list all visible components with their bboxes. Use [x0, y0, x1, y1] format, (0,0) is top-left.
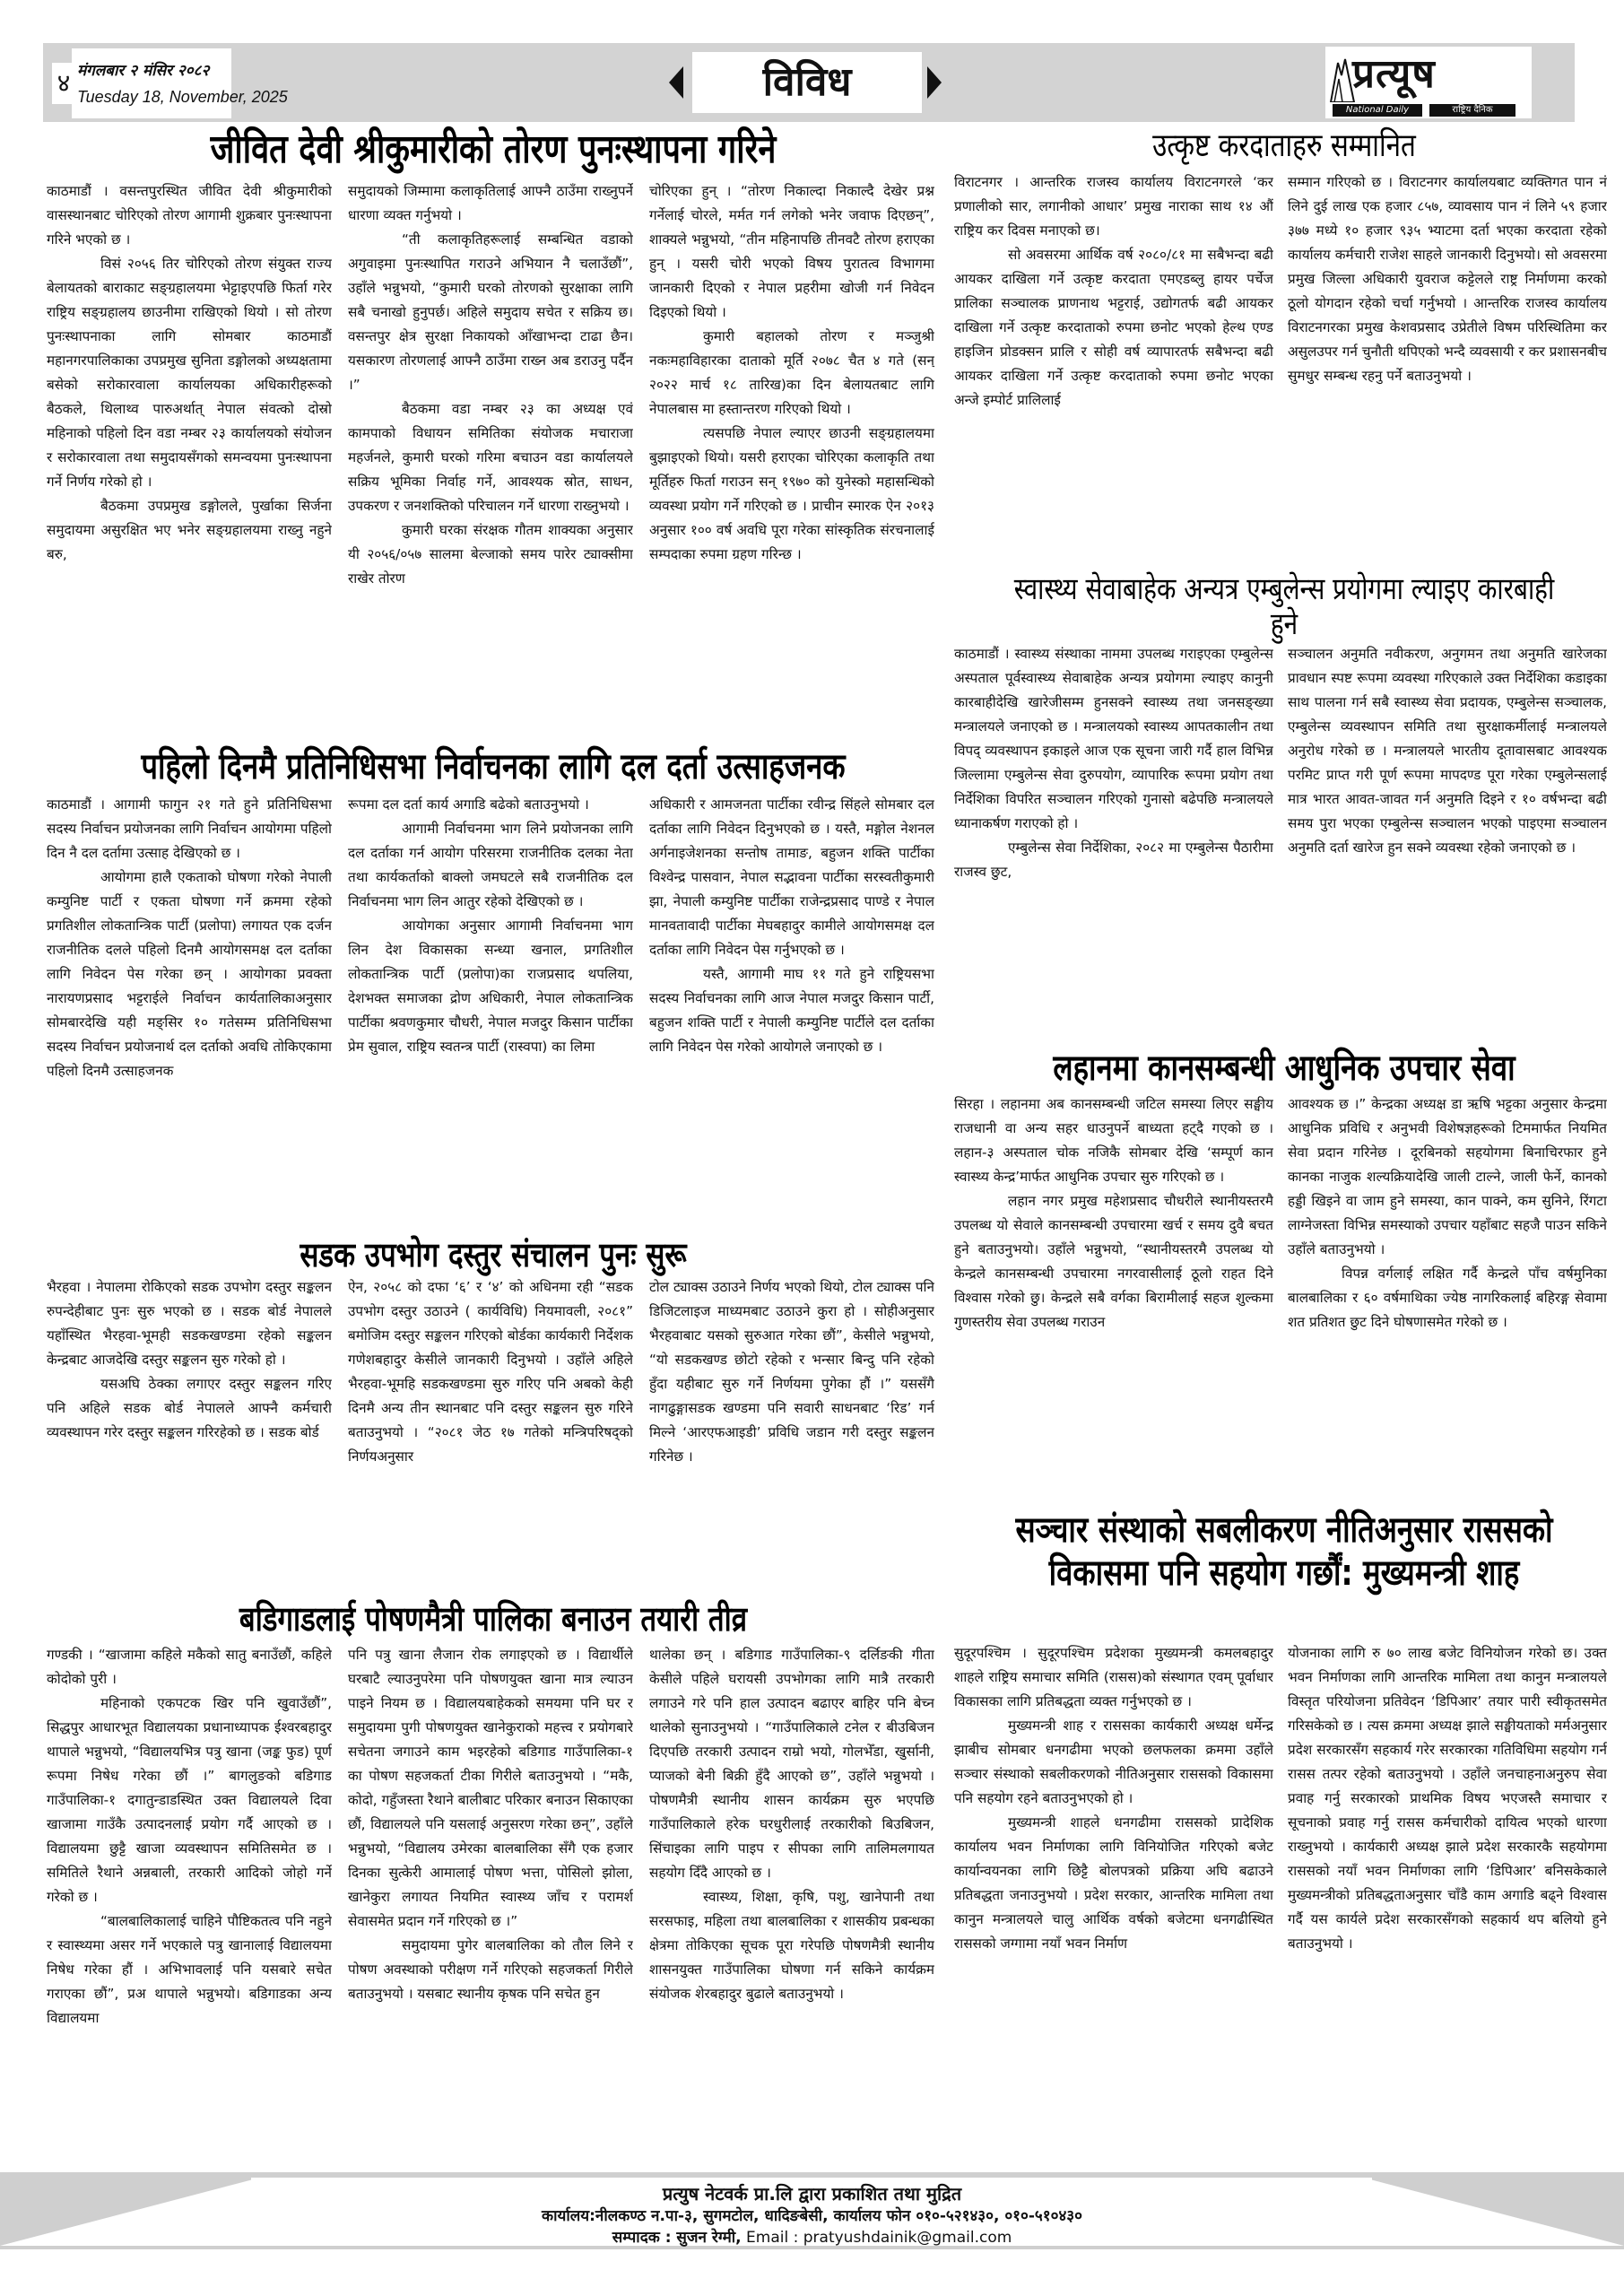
- paragraph: विराटनगर । आन्तरिक राजस्व कार्यालय विराटनगरले ‘कर प्रणालीको सार, लगानीको आधार’ प्रमुख नाराका साथ १४ औं राष्ट्रिय कर दिवस मनाएको छ।: [954, 174, 1273, 239]
- paragraph: विपन्न वर्गलाई लक्षित गर्दै केन्द्रले पाँच वर्षमुनिका बालबालिका र ६० वर्षमाथिका ज्येष्ठ नागरिकलाई बहिरङ्ग सेवामा शत प्रतिशत छुट दिने घोषणासमेत गरेको छ ।: [1288, 1265, 1607, 1330]
- article-road-col-3: [649, 1275, 934, 1591]
- article-road-col-1: [47, 1275, 332, 1591]
- article-lahan-col-1: [954, 1092, 1273, 1451]
- article-election-col-2: [348, 793, 633, 1229]
- right-arrow-icon: [927, 66, 942, 99]
- article-lahan-col-2: [1288, 1092, 1607, 1451]
- footer-office: कार्यालय:नीलकण्ठ न.पा-३, सुगमटोल, धादिङबेसी, कार्यालय फोन ०१०-५२१४३०, ०१०-५१०४३०: [542, 2207, 1082, 2225]
- paragraph: त्यसपछि नेपाल ल्याएर छाउनी सङ्ग्रहालयमा बुझाइएको थियो। यसरी हराएका चोरिएका कलाकृति तथा मूर्तिहरु फिर्ता गराउन सन् १९७० को युनेस्को महासन्धिको व्यवस्था प्रयोग गर्ने गरिएको छ । प्राचीन स्मारक ऐन २०१३ अनुसार १०० वर्ष अवधि पूरा गरेका सांस्कृतिक संरचनालाई सम्पदाका रुपमा ग्रहण गरिन्छ ।: [649, 425, 934, 562]
- paragraph: मुख्यमन्त्री शाह र राससका कार्यकारी अध्यक्ष धर्मेन्द्र झाबीच सोमबार धनगढीमा भएको छलफलका क्रममा उहाँले सञ्चार संस्थाको सबलीकरणको नीतिअनुसार राससको विकासमा पनि सहयोग रहने बताउनुभएको हो ।: [954, 1718, 1273, 1806]
- paragraph: कुमारी बहालको तोरण र मञ्जुश्री नकःमहाविहारका दाताको मूर्ति २०७८ चैत ४ गते (सन् २०२२ मार्च १८ तारिख)का दिन बेलायतबाट लागि नेपालबास मा हस्तान्तरण गरिएको थियो ।: [649, 328, 934, 417]
- article-election-col-1: [47, 793, 332, 1229]
- article-karadata-col-1: [954, 170, 1273, 565]
- paragraph: सम्मान गरिएको छ । विराटनगर कार्यालयबाट व्यक्तिगत पान नं लिने दुई लाख एक हजार ८५७, व्यावसाय पान नं लिने ५९ हजार ३७७ मध्ये १० हजार ९३५ भ्याटमा दर्ता भएका करदाता रहेको कार्यालय कर्मचारी राजेश साहले जानकारी दिनुभयो। सो अवसरमा प्रमुख जिल्ला अधिकारी युवराज कट्टेलले राष्ट्र निर्माणमा करको ठूलो योगदान रहेको चर्चा गर्नुभयो । आन्तरिक राजस्व कार्यालय विराटनगरका प्रमुख केशवप्रसाद उप्रेतीले विषम परिस्थितिमा कर असुलउपर गर्न चुनौती थपिएको भन्दै व्यवसायी र कर प्रशासनबीच सुमधुर सम्बन्ध रहनु पर्ने बताउनुभयो ।: [1288, 174, 1607, 384]
- logo-text: प्रत्यूष: [1352, 51, 1436, 97]
- article-kumari-col-1: [47, 179, 332, 735]
- article-road-col-2: [348, 1275, 633, 1591]
- paragraph: योजनाका लागि रु ७० लाख बजेट विनियोजन गरेको छ। उक्त भवन निर्माणका लागि आन्तरिक मामिला तथा कानुन मन्त्रालयले विस्तृत परियोजना प्रतिवेदन ‘डिपिआर’ तयार पारी स्वीकृतसमेत गरिसकेको छ । त्यस क्रममा अध्यक्ष झाले सङ्घीयताको मर्मअनुसार प्रदेश सरकारसँग सहकार्य गरेर सरकारका गतिविधिमा सहयोग गर्न रासस तत्पर रहेको बताउनुभयो । उहाँले जनचाहनाअनुरुप सेवा प्रवाह गर्नु सरकारको प्राथमिक विषय भएजस्तै समाचार र सूचनाको प्रवाह गर्नु रासस कर्मचारीको दायित्व भएको धारणा राख्नुभयो । कार्यकारी अध्यक्ष झाले प्रदेश सरकारकै सहयोगमा राससको नयाँ भवन निर्माणका लागि ‘डिपिआर’ बनिसकेकाले मुख्यमन्त्रीको प्रतिबद्धताअनुसार चाँडै काम अगाडि बढ्ने विश्वास गर्दै यस कार्यले प्रदेश सरकारसँगको सहकार्य थप बलियो हुने बताउनुभयो ।: [1288, 1645, 1607, 1952]
- paragraph: गण्डकी । “खाजामा कहिले मकैको सातु बनाउँछौं, कहिले कोदोको पुरी ।: [47, 1647, 332, 1687]
- headline-karadata: उत्कृष्ट करदाताहरु सम्मानित: [1152, 127, 1416, 164]
- paragraph: यसअघि ठेक्का लगाएर दस्तुर सङ्कलन गरिए पनि अहिले सडक बोर्ड नेपालले आफ्नै कर्मचारी व्यवस्थापन गरेर दस्तुर सङ्कलन गरिरहेको छ । सडक बोर्ड: [47, 1376, 332, 1440]
- paragraph: भैरहवा । नेपालमा रोकिएको सडक उपभोग दस्तुर सङ्कलन रुपन्देहीबाट पुनः सुरु भएको छ । सडक बोर्ड नेपालले यहाँस्थित भैरहवा-भूमही सडकखण्डमा रहेको सङ्कलन केन्द्रबाट आजदेखि दस्तुर सङ्कलन सुरु गरेको हो ।: [47, 1279, 332, 1368]
- paragraph: लहान नगर प्रमुख महेशप्रसाद चौधरीले स्थानीयस्तरमै उपलब्ध यो सेवाले कानसम्बन्धी उपचारमा खर्च र समय दुवै बचत हुने बताउनुभयो। उहाँले भन्नुभयो, “स्थानीयस्तरमै उपलब्ध यो केन्द्रले कानसम्बन्धी उपचारमा नगरवासीलाई ठूलो राहत दिने विश्वास गरेको छु। केन्द्रले सबै वर्गका बिरामीलाई सहज शुल्कमा गुणस्तरीय सेवा उपलब्ध गराउन: [954, 1193, 1273, 1330]
- article-kumari-col-3: [649, 179, 934, 735]
- headline-election: पहिलो दिनमै प्रतिनिधिसभा निर्वाचनका लागि दल दर्ता उत्साहजनक: [141, 746, 846, 787]
- headline-badigad: बडिगाडलाई पोषणमैत्री पालिका बनाउन तयारी तीव्र: [239, 1599, 748, 1639]
- footer-email-link[interactable]: pratyushdainik@gmail.com: [803, 2229, 1012, 2247]
- paragraph: ऐन, २०५८ को दफा ‘६’ र ‘४’ को अधिनमा रही “सडक उपभोग दस्तुर उठाउने ( कार्यविधि) नियमावली, २०८१” बमोजिम दस्तुर सङ्कलन गरिएको बोर्डका कार्यकारी निर्देशक गणेशबहादुर केसीले जानकारी दिनुभयो । उहाँले अहिले भैरहवा-भूमहि सडकखण्डमा सुरु गरिए पनि अबको केही दिनमै अन्य तीन स्थानबाट पनि दस्तुर सङ्कलन सुरु गरिने बताउनुभयो । “२०८१ जेठ १७ गतेको मन्त्रिपरिषद्‌को निर्णयअनुसार: [348, 1279, 633, 1465]
- paragraph: यस्तै, आगामी माघ ११ गते हुने राष्ट्रियसभा सदस्य निर्वाचनका लागि आज नेपाल मजदुर किसान पार्टी, बहुजन शक्ति पार्टी र नेपाली कम्युनिष्ट पार्टीले दल दर्ताका लागि निवेदन पेस गरेको आयोगले जनाएको छ ।: [649, 966, 934, 1055]
- article-ambulance-col-2: [1288, 642, 1607, 1037]
- paragraph: सिरहा । लहानमा अब कानसम्बन्धी जटिल समस्या लिएर सङ्घीय राजधानी वा अन्य सहर धाउनुपर्ने बाध्यता हट्दै गएको छ । लहान-३ अस्पताल चोक नजिकै सोमबार देखि ‘सम्पूर्ण कान स्वास्थ्य केन्द्र’मार्फत आधुनिक उपचार सुरु गरिएको छ ।: [954, 1096, 1273, 1185]
- article-election-col-3: [649, 793, 934, 1229]
- date-english: Tuesday 18, November, 2025: [77, 88, 288, 106]
- paragraph: सञ्चालन अनुमति नवीकरण, अनुगमन तथा अनुमति खारेजका प्रावधान स्पष्ट रूपमा व्यवस्था गरिएकाले उक्त निर्देशिका कडाइका साथ पालना गर्न सबै स्वास्थ्य सेवा प्रदायक, एम्बुलेन्स सञ्चालक, एम्बुलेन्स व्यवस्थापन समिति तथा सुरक्षाकर्मीलाई मन्त्रालयले अनुरोध गरेको छ । मन्त्रालयले भारतीय दूतावासबाट आवश्यक परमिट प्राप्त गरी पूर्ण रूपमा मापदण्ड पूरा गरेका एम्बुलेन्सलाई मात्र भारत आवत-जावत गर्न अनुमति दिइने र १० वर्षभन्दा बढी समय पुरा भएका एम्बुलेन्स सञ्चालन भएको पाइएमा सञ्चालन अनुमति दर्ता खारेज हुन सक्ने व्यवस्था रहेको जनाएको छ ।: [1288, 646, 1607, 856]
- paragraph: समुदायमा पुगेर बालबालिका को तौल लिने र पोषण अवस्थाको परीक्षण गर्ने गरिएको सहजकर्ता गिरीले बताउनुभयो । यसबाट स्थानीय कृषक पनि सचेत हुन: [348, 1937, 633, 2002]
- logo-subtitle-np: राष्ट्रिय दैनिक: [1429, 104, 1515, 117]
- paragraph: सुदूरपश्चिम । सुदूरपश्चिम प्रदेशका मुख्यमन्त्री कमलबहादुर शाहले राष्ट्रिय समाचार समिति (रासस)को संस्थागत एवम् पूर्वाधार विकासका लागि प्रतिबद्धता व्यक्त गर्नुभएको छ ।: [954, 1645, 1273, 1709]
- paragraph: टोल ट्याक्स उठाउने निर्णय भएको थियो, टोल ट्याक्स पनि डिजिटलाइज माध्यमबाट उठाउने कुरा हो । सोहीअनुसार भैरहवाबाट यसको सुरुआत गरेका छौं”, केसीले भन्नुभयो, “यो सडकखण्ड छोटो रहेको र भन्सार बिन्दु पनि रहेको हुँदा यहीबाट सुरु गर्ने निर्णयमा पुगेका हौं ।” यससँगै नागढुङ्गासडक खण्डमा पनि सवारी साधनबाट ‘रिड’ गर्न मिल्ने ‘आरएफआइडी’ प्रविधि जडान गरी दस्तुर सङ्कलन गरिनेछ ।: [649, 1279, 934, 1465]
- headline-rss: सञ्चार संस्थाको सबलीकरण नीतिअनुसार राससको विकासमा पनि सहयोग गर्छौं: मुख्यमन्त्री शाह: [1015, 1509, 1553, 1594]
- headline-kumari: जीवित देवी श्रीकुमारीको तोरण पुनःस्थापना गरिने: [210, 126, 777, 172]
- paragraph: स्वास्थ्य, शिक्षा, कृषि, पशु, खानेपानी तथा सरसफाइ, महिला तथा बालबालिका र शासकीय प्रबन्धका क्षेत्रमा तोकिएका सूचक पूरा गरेपछि पोषणमैत्री स्थानीय शासनयुक्त गाउँपालिका घोषणा गर्न सकिने कार्यक्रम संयोजक शेरबहादुर बुढाले बताउनुभयो ।: [649, 1889, 934, 2002]
- headline-lahan: लहानमा कानसम्बन्धी आधुनिक उपचार सेवा: [1053, 1048, 1515, 1089]
- paragraph: समुदायको जिम्मामा कलाकृतिलाई आफ्नै ठाउँमा राख्नुपर्ने धारणा व्यक्त गर्नुभयो ।: [348, 183, 633, 223]
- footer-editor-line: [0, 2226, 1624, 2247]
- paragraph: आयोगमा हालै एकताको घोषणा गरेको नेपाली कम्युनिष्ट पार्टी र एकता घोषणा गर्ने क्रममा रहेको प्रगतिशील लोकतान्त्रिक पार्टी (प्रलोपा) लगायत एक दर्जन राजनीतिक दलले पहिलो दिनमै आयोगसमक्ष दल दर्ताका लागि निवेदन पेस गरेका छन् । आयोगका प्रवक्ता नारायणप्रसाद भट्टराईले निर्वाचन कार्यतालिकाअनुसार सोमबारदेखि यही मङ्सिर १० गतेसम्म प्रतिनिधिसभा सदस्य निर्वाचन प्रयोजनार्थ दल दर्ताको अवधि तोकिएकामा पहिलो दिनमै उत्साहजनक: [47, 869, 332, 1079]
- paragraph: विसं २०५६ तिर चोरिएको तोरण संयुक्त राज्य बेलायतको बाराकाट सङ्ग्रहालयमा भेट्टाइएपछि फिर्ता गरेर राष्ट्रिय सङ्ग्रहालय छाउनीमा राखिएको थियो । सो तोरण पुनःस्थापनाका लागि सोमबार काठमाडौं महानगरपालिकाका उपप्रमुख सुनिता डङ्गोलको अध्यक्षतामा बसेको सरोकारवाला कार्यालयका अधिकारीहरूको बैठकले, थिलाथ्व पारुअर्थात् नेपाल संवत्को दोस्रो महिनाको पहिलो दिन वडा नम्बर २३ कार्यालयको संयोजन र सरोकारवाला तथा समुदायसँगको समन्वयमा पुनःस्थापना गर्ने निर्णय गरेको हो ।: [47, 256, 332, 490]
- article-rss-col-1: [954, 1641, 1273, 2170]
- paragraph: सो अवसरमा आर्थिक वर्ष २०८०/८१ मा सबैभन्दा बढी आयकर दाखिला गर्ने उत्कृष्ट करदाता एमएडब्लु हायर पर्चेज प्रालिका सञ्चालक प्राणनाथ भट्टराई, उद्योगतर्फ बढी आयकर दाखिला गर्ने उत्कृष्ट करदाताको रुपमा छनोट भएको हेल्थ एण्ड हाइजिन प्रोडक्सन प्रालि र सोही वर्ष व्यापारतर्फ सबैभन्दा बढी आयकर दाखिला गर्ने उत्कृष्ट करदाताको रुपमा छनोट भएका अन्जे इम्पोर्ट प्रालिलाई: [954, 247, 1273, 408]
- date-nepali: मंगलबार २ मंसिर २०८२: [77, 62, 210, 80]
- footer-editor: सम्पादक : सुजन रेग्मी,: [612, 2229, 742, 2247]
- article-karadata-col-2: [1288, 170, 1607, 565]
- article-badigad-col-3: [649, 1643, 934, 2172]
- article-badigad-col-2: [348, 1643, 633, 2172]
- paragraph: एम्बुलेन्स सेवा निर्देशिका, २०८२ मा एम्बुलेन्स पैठारीमा राजस्व छुट,: [954, 839, 1273, 880]
- paragraph: महिनाको एकपटक खिर पनि खुवाउँछौं”, सिद्धपुर आधारभूत विद्यालयका प्रधानाध्यापक ईश्वरबहादुर थापाले भन्नुभयो, “विद्यालयभित्र पत्रु खाना (जङ्क फुड) पूर्ण रूपमा निषेध गरेका छौं ।” बागलुङको बडिगाड गाउँपालिका-१ दगातुन्डाडस्थित उक्त विद्यालयले दिवा खाजामा गाउँकै उत्पादनलाई प्रयोग गर्दै आएको छ । विद्यालयमा छुट्टै खाजा व्यवस्थापन समितिसमेत छ । समितिले रैथाने अन्नबाली, तरकारी आदिको जोहो गर्ने गरेको छ ।: [47, 1695, 332, 1905]
- paragraph: आयोगका अनुसार आगामी निर्वाचनमा भाग लिन देश विकासका सन्ध्या खनाल, प्रगतिशील लोकतान्त्रिक पार्टी (प्रलोपा)का राजप्रसाद थपलिया, देशभक्त समाजका द्रोण अधिकारी, नेपाल लोकतान्त्रिक पार्टीका श्रवणकुमार चौधरी, नेपाल मजदुर किसान पार्टीका प्रेम सुवाल, राष्ट्रिय स्वतन्त्र पार्टी (रास्वपा) का लिमा: [348, 918, 633, 1055]
- section-title: विविध: [692, 52, 922, 113]
- paragraph: पनि पत्रु खाना लैजान रोक लगाइएको छ । विद्यार्थीले घरबाटै ल्याउनुपरेमा पनि पोषणयुक्त खाना मात्र ल्याउन पाइने नियम छ । विद्यालयबाहेकको समयमा पनि घर र समुदायमा पुगी पोषणयुक्त खानेकुराको महत्त्व र प्रयोगबारे सचेतना जगाउने काम भइरहेको बडिगाड गाउँपालिका-१ का पोषण सहजकर्ता टीका गिरीले बताउनुभयो । “मकै, कोदो, गहुँजस्ता रैथाने बालीबाट परिकार बनाउन सिकाएका छौं, विद्यालयले पनि यसलाई अनुसरण गरेका छन्”, उहाँले भन्नुभयो, “विद्यालय उमेरका बालबालिका सँगै एक हजार दिनका सुत्केरी आमालाई पोषण भत्ता, पोसिलो झोला, खानेकुरा लगायत नियमित स्वास्थ्य जाँच र परामर्श सेवासमेत प्रदान गर्ने गरिएको छ ।”: [348, 1647, 633, 1929]
- paragraph: चोरिएका हुन् । “तोरण निकाल्दा निकाल्दै देखेर प्रश्न गर्नेलाई चोरले, मर्मत गर्न लगेको भनेर जवाफ दिएछन्”, शाक्यले भन्नुभयो, “तीन महिनापछि तीनवटै तोरण हराएका हुन् । यसरी चोरी भएको विषय पुरातत्व विभागमा जानकारी दिएको र नेपाल प्रहरीमा खोजी गर्न निवेदन दिइएको थियो ।: [649, 183, 934, 320]
- footer-publisher: प्रत्युष नेटवर्क प्रा.लि द्वारा प्रकाशित तथा मुद्रित: [662, 2183, 962, 2205]
- headline-ambulance: स्वास्थ्य सेवाबाहेक अन्यत्र एम्बुलेन्स प्रयोगमा ल्याइए कारबाही हुने: [1013, 571, 1555, 643]
- paragraph: काठमाडौं । वसन्तपुरस्थित जीवित देवी श्रीकुमारीको वासस्थानबाट चोरिएको तोरण आगामी शुक्रबार पुनःस्थापना गरिने भएको छ ।: [47, 183, 332, 248]
- article-ambulance-col-1: [954, 642, 1273, 1037]
- paragraph: “ती कलाकृतिहरूलाई सम्बन्धित वडाको अगुवाइमा पुनःस्थापित गराउने अभियान नै चलाउँछौं”, उहाँले भन्नुभयो, “कुमारी घरको तोरणको सुरक्षाका लागि सबै चनाखो हुनुपर्छ। अहिले समुदाय सचेत र सक्रिय छ। वसन्तपुर क्षेत्र सुरक्षा निकायको आँखाभन्दा टाढा छैन। यसकारण तोरणलाई आफ्नै ठाउँमा राख्न अब डराउनु पर्दैन ।”: [348, 231, 633, 393]
- paragraph: बैठकमा उपप्रमुख डङ्गोलले, पुर्खाका सिर्जना समुदायमा असुरक्षित भए भनेर सङ्ग्रहालयमा राख्नु नहुने बरु,: [47, 498, 332, 562]
- paragraph: मुख्यमन्त्री शाहले धनगढीमा राससको प्रादेशिक कार्यालय भवन निर्माणका लागि विनियोजित गरिएको बजेट कार्यान्वयनका लागि छिट्टै बोलपत्रको प्रक्रिया अघि बढाउने प्रतिबद्धता जनाउनुभयो । प्रदेश सरकार, आन्तरिक मामिला तथा कानुन मन्त्रालयले चालु आर्थिक वर्षको बजेटमा धनगढीस्थित राससको जग्गामा नयाँ भवन निर्माण: [954, 1814, 1273, 1952]
- paragraph: काठमाडौं । आगामी फागुन २१ गते हुने प्रतिनिधिसभा सदस्य निर्वाचन प्रयोजनका लागि निर्वाचन आयोगमा पहिलो दिन नै दल दर्तामा उत्साह देखिएको छ ।: [47, 796, 332, 861]
- paragraph: कुमारी घरका संरक्षक गौतम शाक्यका अनुसार यी २०५६/०५७ सालमा बेल्जाको समय पारेर ट्याक्सीमा राखेर तोरण: [348, 522, 633, 587]
- paragraph: अधिकारी र आमजनता पार्टीका रवीन्द्र सिंहले सोमबार दल दर्ताका लागि निवेदन दिनुभएको छ । यस्तै, मङ्गोल नेशनल अर्गनाइजेशनका सन्तोष तामाङ, बहुजन शक्ति पार्टीका विश्वेन्द्र पासवान, नेपाल सद्भावना पार्टीका सरस्वतीकुमारी झा, नेपाली कम्युनिष्ट पार्टीका राजेन्द्रप्रसाद पाण्डे र नेपाल मानवतावादी पार्टीका मेघबहादुर कामीले आयोगसमक्ष दल दर्ताका लागि निवेदन पेस गर्नुभएको छ ।: [649, 796, 934, 958]
- article-rss-col-2: [1288, 1641, 1607, 2170]
- article-badigad-col-1: [47, 1643, 332, 2172]
- paragraph: “बालबालिकालाई चाहिने पौष्टिकतत्व पनि नहुने र स्वास्थ्यमा असर गर्ने भएकाले पत्रु खानालाई विद्यालयमा निषेध गरेका हौं । अभिभावलाई पनि यसबारे सचेत गराएका छौं”, प्रअ थापाले भन्नुभयो। बडिगाडका अन्य विद्यालयमा: [47, 1913, 332, 2026]
- logo-subtitle-en: National Daily: [1333, 104, 1422, 117]
- paragraph: रूपमा दल दर्ता कार्य अगाडि बढेको बताउनुभयो ।: [348, 796, 589, 813]
- footer-email-label: Email :: [746, 2229, 799, 2247]
- paragraph: काठमाडौं । स्वास्थ्य संस्थाका नाममा उपलब्ध गराइएका एम्बुलेन्स अस्पताल पूर्वस्वास्थ्य सेवाबाहेक अन्यत्र प्रयोगमा ल्याइए कानुनी कारबाहीदेखि खारेजीसम्म हुनसक्ने स्वास्थ्य तथा जनसङ्ख्या मन्त्रालयले जनाएको छ । मन्त्रालयको स्वास्थ्य आपतकालीन तथा विपद् व्यवस्थापन इकाइले आज एक सूचना जारी गर्दै हाल विभिन्न जिल्लामा एम्बुलेन्स सेवा दुरुपयोग, व्यापारिक रूपमा प्रयोग तथा निर्देशिका विपरित सञ्चालन गरिएको गुनासो बढेपछि मन्त्रालयले ध्यानाकर्षण गराएको हो ।: [954, 646, 1273, 831]
- article-kumari-col-2: [348, 179, 633, 735]
- left-arrow-icon: [669, 66, 683, 99]
- headline-road: सडक उपभोग दस्तुर संचालन पुनः सुरू: [300, 1235, 687, 1274]
- page-number: ४: [52, 63, 75, 104]
- paragraph: थालेका छन् । बडिगाड गाउँपालिका-९ दर्लिङकी गीता केसीले पहिले घरायसी उपभोगका लागि मात्रै तरकारी लगाउने गरे पनि हाल उत्पादन बढाएर बाहिर पनि बेच्न थालेको सुनाउनुभयो । “गाउँपालिकाले टनेल र बीउबिजन दिएपछि तरकारी उत्पादन राम्रो भयो, गोलभेँडा, खुर्सानी, प्याजको बेनी बिक्री हुँदै आएको छ”, उहाँले भन्नुभयो । पोषणमैत्री स्थानीय शासन कार्यक्रम सुरु भएपछि गाउँपालिकाले हरेक घरधुरीलाई तरकारीको बिउबिजन, सिंचाइका लागि पाइप र सीपका लागि तालिमलगायत सहयोग दिँदै आएको छ ।: [649, 1647, 934, 1881]
- paragraph: बैठकमा वडा नम्बर २३ का अध्यक्ष एवं कामपाको विधायन समितिका संयोजक मचाराजा महर्जनले, कुमारी घरको गरिमा बचाउन वडा कार्यालयले सक्रिय भूमिका निर्वाह गर्ने, आवश्यक स्रोत, साधन, उपकरण र जनशक्तिको परिचालन गर्ने धारणा राख्नुभयो ।: [348, 401, 633, 514]
- paragraph: आगामी निर्वाचनमा भाग लिने प्रयोजनका लागि दल दर्ताका गर्न आयोग परिसरमा राजनीतिक दलका नेता तथा कार्यकर्ताको बाक्लो जमघटले सबै राजनीतिक दल निर्वाचनमा भाग लिन आतुर रहेको देखिएको छ ।: [348, 821, 633, 909]
- paragraph: आवश्यक छ ।” केन्द्रका अध्यक्ष डा ऋषि भट्टका अनुसार केन्द्रमा आधुनिक प्रविधि र अनुभवी विशेषज्ञहरूको टिममार्फत नियमित सेवा प्रदान गरिनेछ । दूरबिनको सहयोगमा बिनाचिरफार हुने कानका नाजुक शल्यक्रियादेखि जाली टाल्ने, जाली फेर्ने, कानको हड्डी खिइने वा जाम हुने समस्या, कान पाक्ने, कम सुनिने, रिंगटा लाग्नेजस्ता विभिन्न समस्याको उपचार यहाँबाट सहजै पाउन सकिने उहाँले बताउनुभयो ।: [1288, 1096, 1607, 1257]
